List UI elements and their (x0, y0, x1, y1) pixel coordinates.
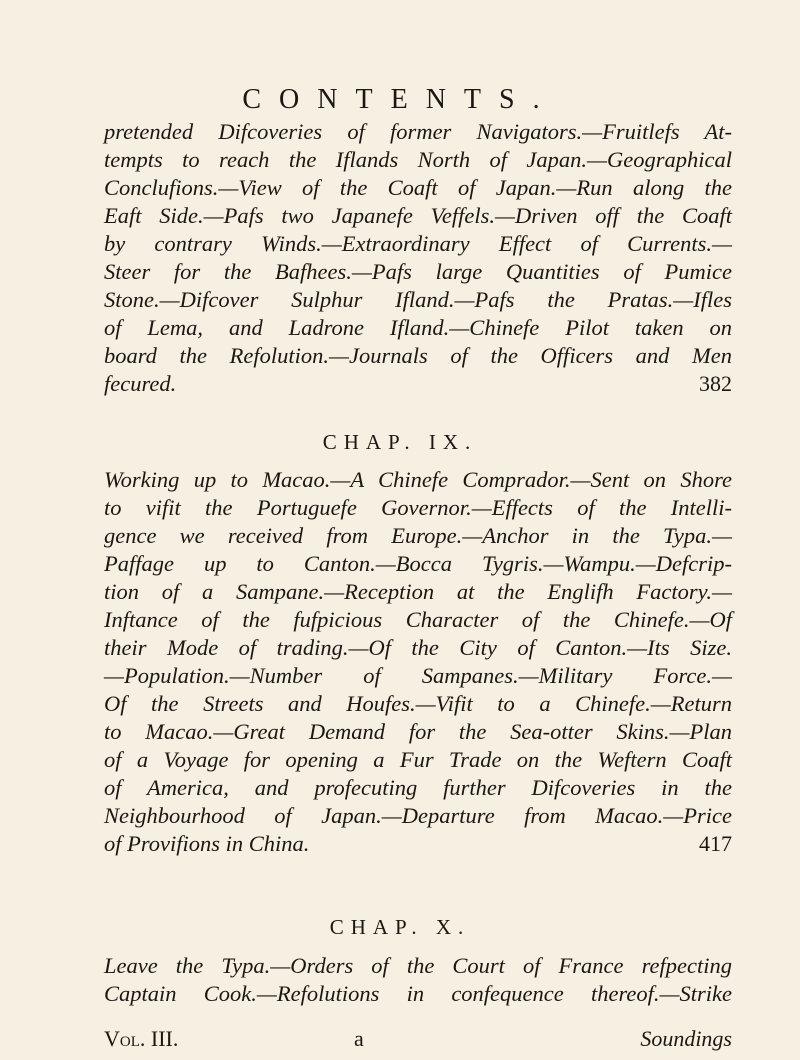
entry-text: fecured. (104, 371, 177, 396)
entry-line: of a Voyage for opening a Fur Trade on the Weftern Coaft (104, 747, 732, 772)
entry-line: gence we received from Europe.—Anchor in the Typa.— (104, 523, 732, 548)
contents-entry-chap10 (104, 952, 732, 1008)
entry-line: Inftance of the fufpicious Character of the Chinefe.—Of (104, 607, 732, 632)
entry-line: to vifit the Portuguefe Governor.—Effects of the Intelli- (104, 495, 732, 520)
entry-line: —Population.—Number of Sampanes.—Military Force.— (104, 663, 732, 688)
entry-line: of America, and profecuting further Difcoveries in the (104, 775, 732, 800)
page-heading: CONTENTS. (242, 84, 558, 115)
volume-label: Vol. III. (104, 1026, 179, 1051)
entry-line: of Lema, and Ladrone Ifland.—Chinefe Pilot taken on (104, 315, 732, 340)
entry-line: Eaft Side.—Pafs two Japanefe Veffels.—Driven off the Coaft (104, 203, 732, 228)
entry-line: their Mode of trading.—Of the City of Canton.—Its Size. (104, 635, 732, 660)
contents-entry-chap8-continued (104, 118, 732, 398)
entry-line-last (104, 830, 732, 858)
entry-line: Stone.—Difcover Sulphur Ifland.—Pafs the Pratas.—Ifles (104, 287, 732, 312)
entry-line: Paffage up to Canton.—Bocca Tygris.—Wampu.—Defcrip- (104, 551, 732, 576)
entry-text: of Provifions in China. (104, 831, 310, 856)
signature-mark: a (354, 1026, 364, 1051)
chapter-heading-x: CHAP. X. (329, 915, 471, 939)
entry-line: board the Refolution.—Journals of the Officers and Men (104, 343, 732, 368)
entry-line: Steer for the Bafhees.—Pafs large Quantities of Pumice (104, 259, 732, 284)
entry-line-last (104, 370, 732, 398)
contents-entry-chap9 (104, 466, 732, 858)
entry-line: by contrary Winds.—Extraordinary Effect of Currents.— (104, 231, 732, 256)
entry-line: Conclufions.—View of the Coaft of Japan.—Run along the (104, 175, 732, 200)
entry-line: Leave the Typa.—Orders of the Court of France refpecting (104, 953, 732, 978)
entry-line: tempts to reach the Iflands North of Japan.—Geographical (104, 147, 732, 172)
entry-line: Working up to Macao.—A Chinefe Comprador.—Sent on Shore (104, 467, 732, 492)
entry-line: Neighbourhood of Japan.—Departure from Macao.—Price (104, 803, 732, 828)
catchword: Soundings (640, 1026, 732, 1051)
entry-line: Of the Streets and Houfes.—Vifit to a Chinefe.—Return (104, 691, 732, 716)
page-number: 417 (699, 831, 732, 856)
entry-line: to Macao.—Great Demand for the Sea-otter Skins.—Plan (104, 719, 732, 744)
entry-line: pretended Difcoveries of former Navigators.—Fruitlefs At- (104, 119, 732, 144)
page-number: 382 (699, 371, 732, 396)
chapter-heading-ix: CHAP. IX. (322, 430, 478, 454)
entry-line: Captain Cook.—Refolutions in confequence thereof.—Strike (104, 981, 732, 1006)
entry-line: tion of a Sampane.—Reception at the Englifh Factory.— (104, 579, 732, 604)
